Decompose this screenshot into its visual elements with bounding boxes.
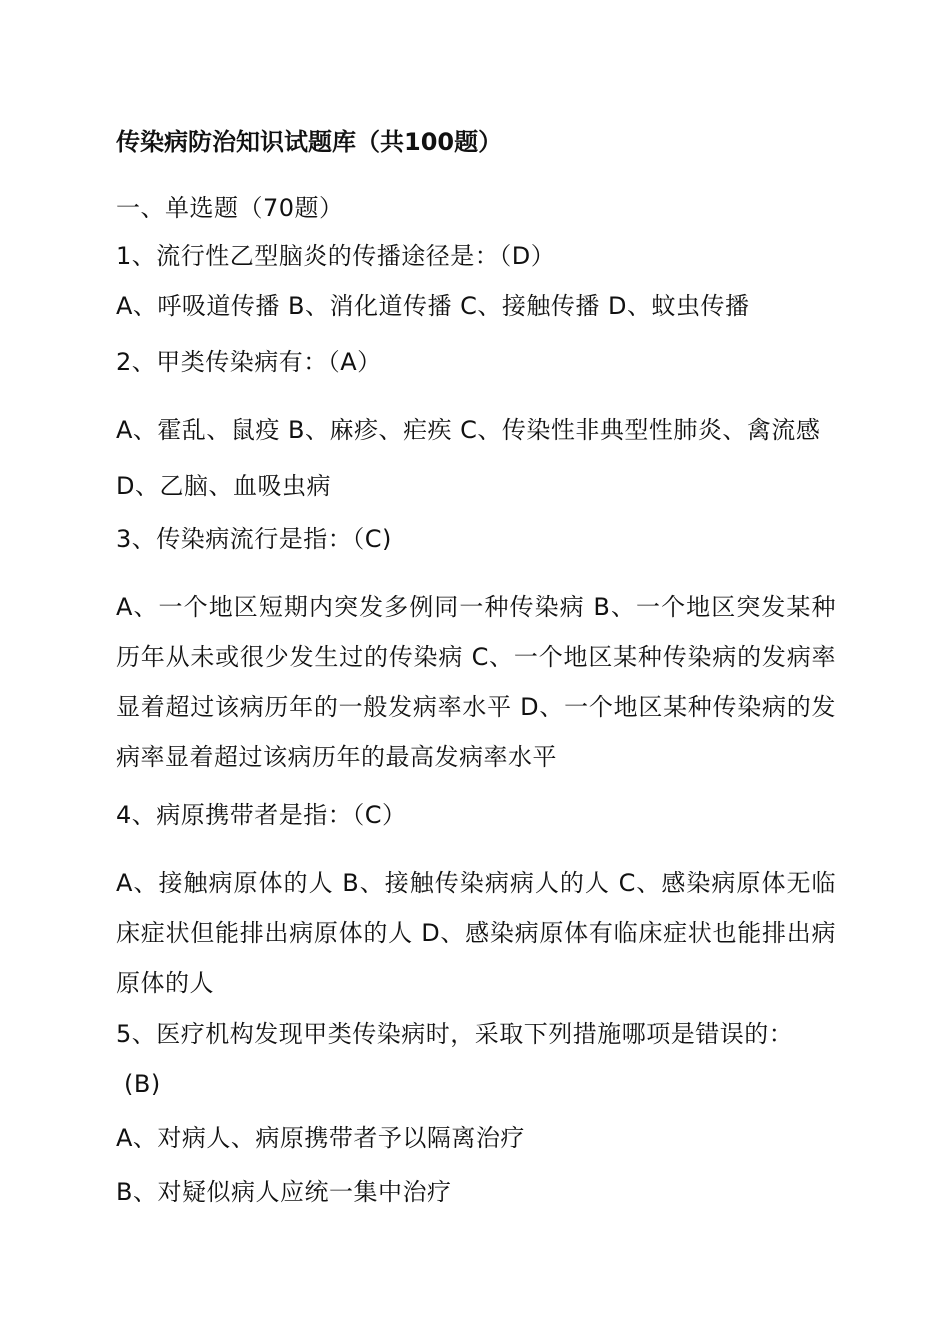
question-2-options-line1: A、霍乱、鼠疫 B、麻疹、疟疾 C、传染性非典型性肺炎、禽流感 [116,416,821,444]
question-5-answer: (B) [124,1070,161,1098]
question-4-stem: 4、病原携带者是指：（C） [116,801,407,829]
question-5-option-a: A、对病人、病原携带者予以隔离治疗 [116,1124,525,1152]
question-3-stem: 3、传染病流行是指：（C) [116,525,392,553]
question-3-options: A、一个地区短期内突发多例同一种传染病 B、一个地区突发某种历年从未或很少发生过的传染病 C、一个地区某种传染病的发病率显着超过该病历年的一般发病率水平 D、一个地区某种传染病的发病率显着超过该病历年的最高发病率水平 [116,593,836,771]
section-heading: 一、单选题（70题） [116,194,344,222]
question-1-stem: 1、流行性乙型脑炎的传播途径是：（D） [116,242,556,270]
question-2-stem: 2、甲类传染病有：（A） [116,348,382,376]
question-1-options: A、呼吸道传播 B、消化道传播 C、接触传播 D、蚊虫传播 [116,292,750,320]
question-2-options-line2: D、乙脑、血吸虫病 [116,472,331,500]
document-title: 传染病防治知识试题库（共100题） [116,128,503,156]
question-5-option-b: B、对疑似病人应统一集中治疗 [116,1178,452,1206]
question-5-stem: 5、医疗机构发现甲类传染病时，采取下列措施哪项是错误的： [116,1020,794,1048]
question-4-options: A、接触病原体的人 B、接触传染病病人的人 C、感染病原体无临床症状但能排出病原体的人 D、感染病原体有临床症状也能排出病原体的人 [116,869,836,997]
